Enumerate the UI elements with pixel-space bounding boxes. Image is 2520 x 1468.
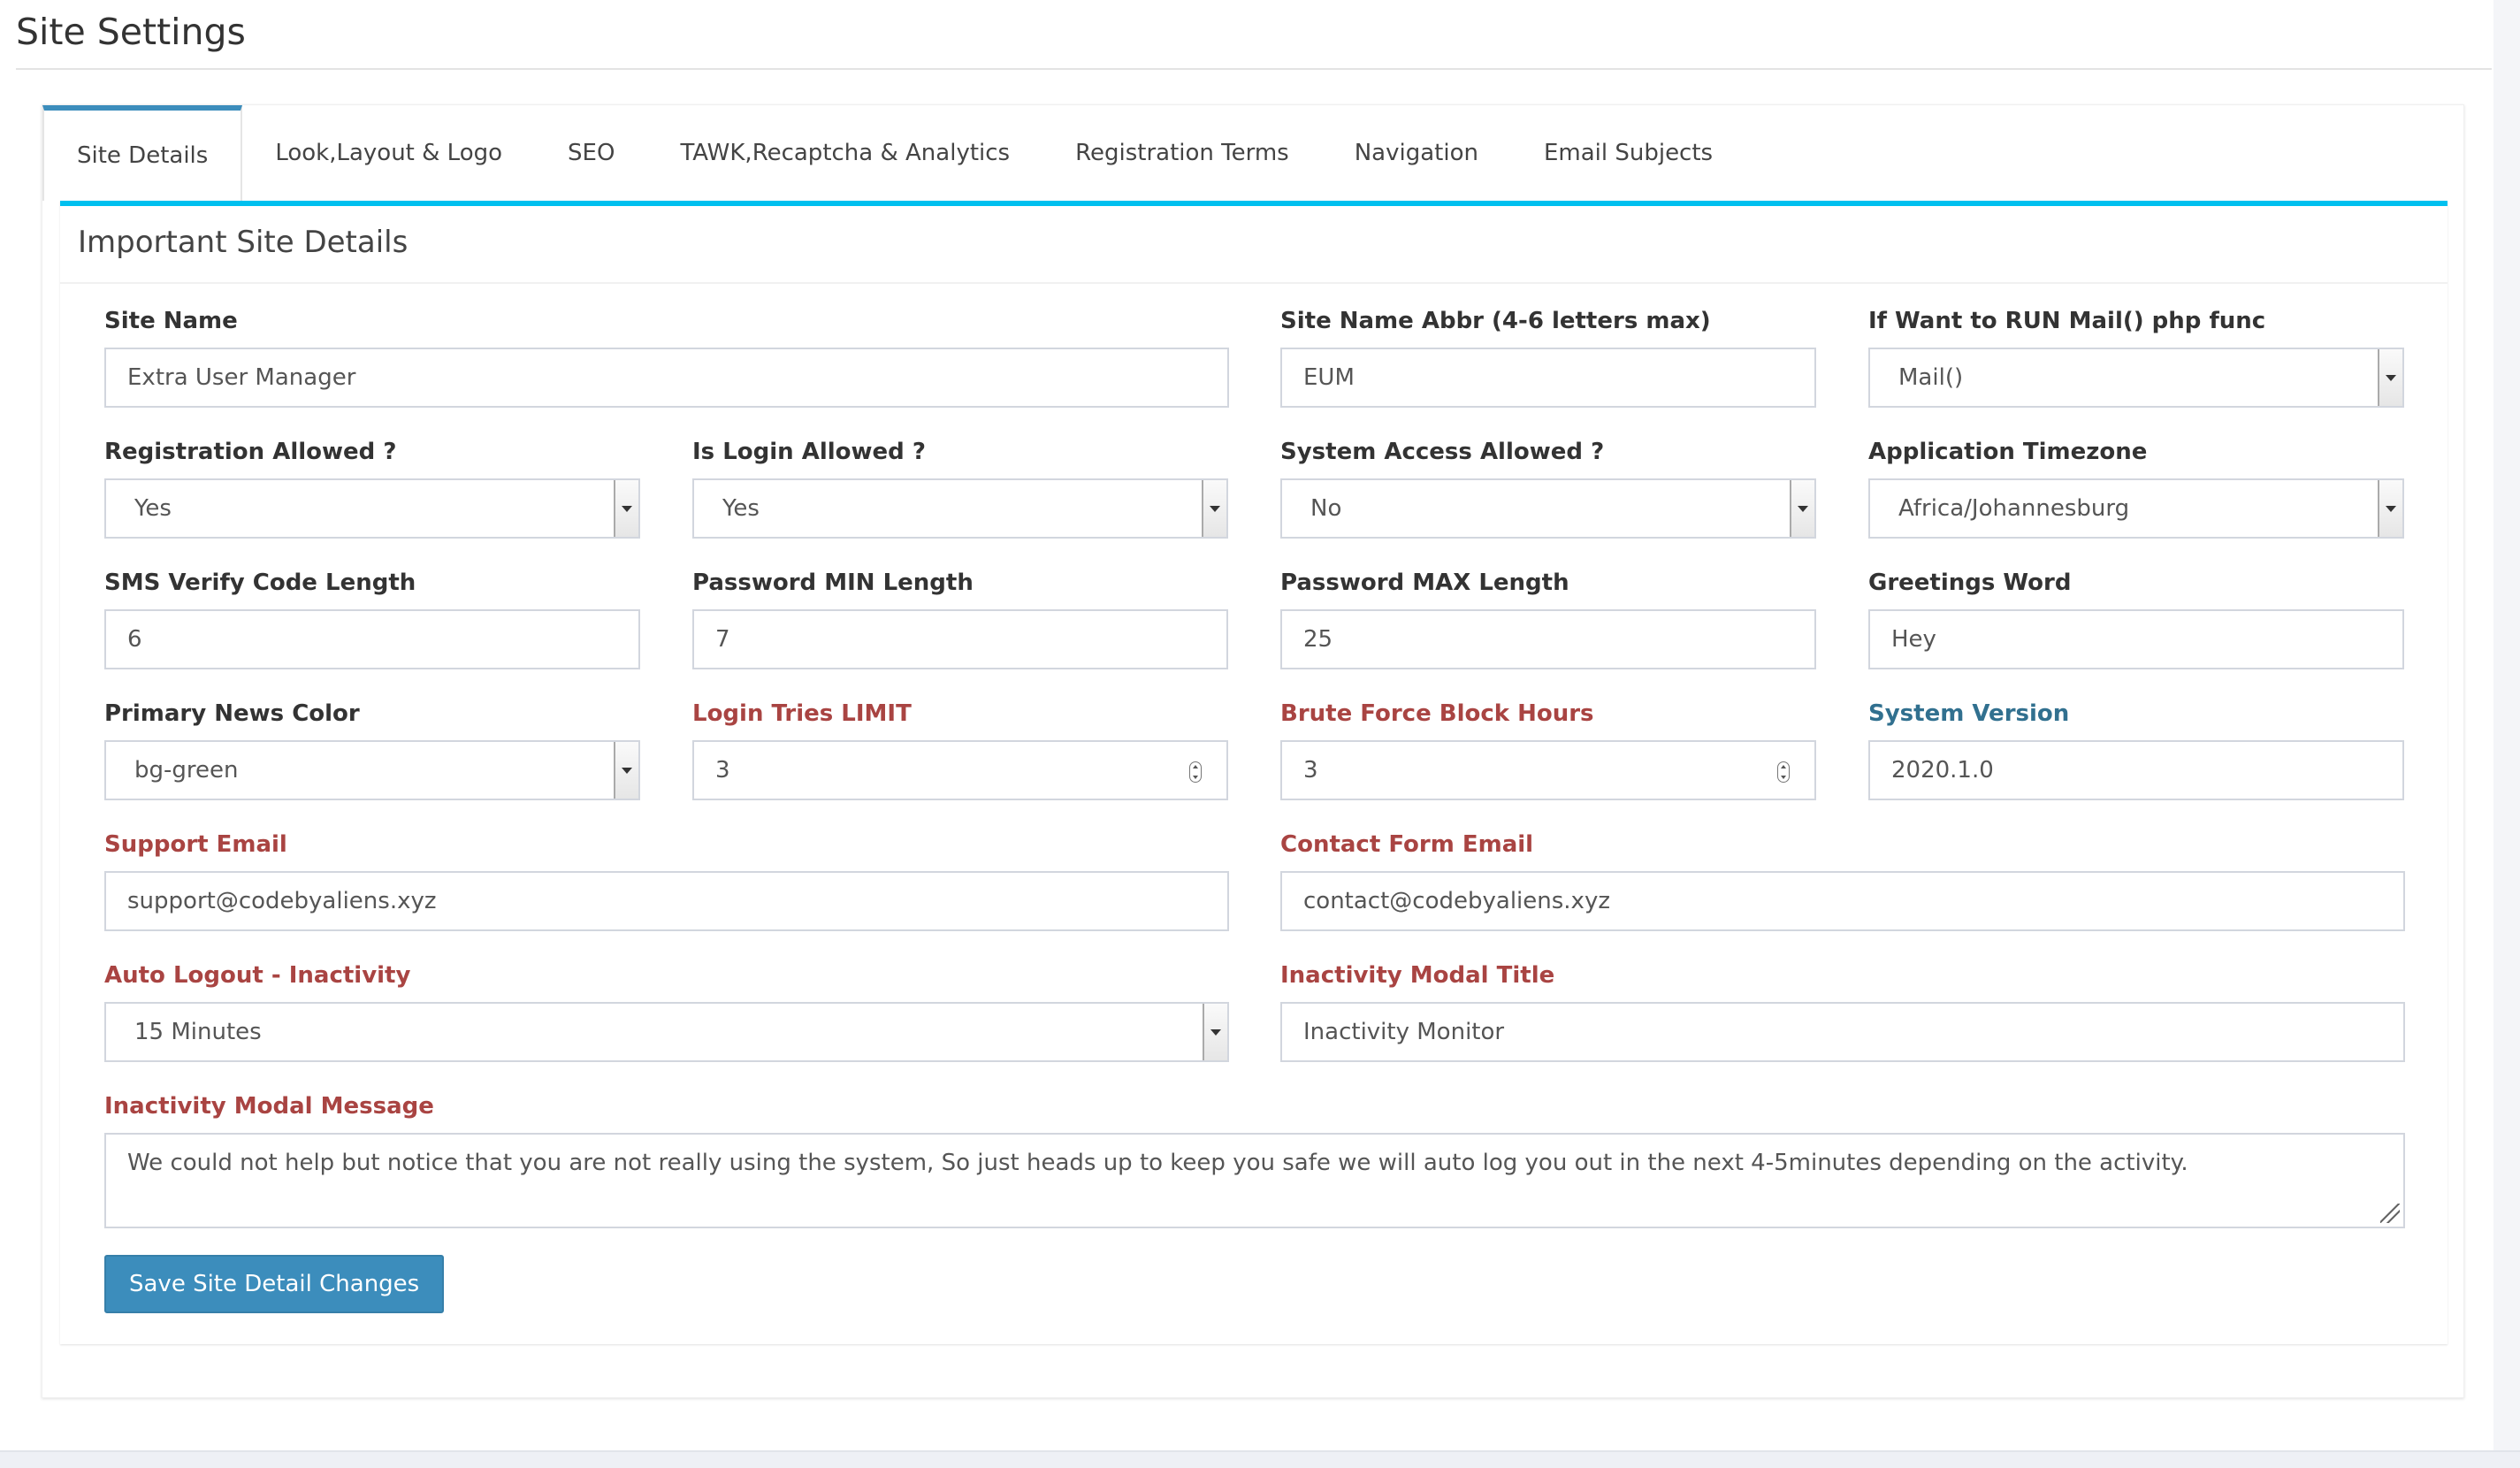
number-spinner-icon[interactable] bbox=[1777, 761, 1790, 783]
dropdown-arrow-icon[interactable] bbox=[1202, 480, 1226, 537]
settings-tab-card bbox=[42, 104, 2464, 1398]
scrollbar-track[interactable] bbox=[2493, 0, 2520, 1450]
auto-logout-select[interactable] bbox=[104, 1002, 1229, 1062]
tab-look-layout-logo[interactable]: Look,Layout & Logo bbox=[275, 140, 503, 166]
support-email-label: Support Email bbox=[104, 831, 287, 858]
tab-seo[interactable]: SEO bbox=[568, 140, 615, 166]
modal-message-textarea[interactable] bbox=[104, 1133, 2405, 1228]
system-access-select[interactable] bbox=[1280, 478, 1816, 539]
site-name-label: Site Name bbox=[104, 308, 238, 334]
news-color-value: bg-green bbox=[134, 757, 239, 784]
tab-registration-terms[interactable]: Registration Terms bbox=[1075, 140, 1289, 166]
header-divider bbox=[16, 68, 2492, 70]
modal-title-input[interactable]: Inactivity Monitor bbox=[1280, 1002, 2405, 1062]
password-min-input[interactable]: 7 bbox=[692, 609, 1228, 669]
site-name-input[interactable]: Extra User Manager bbox=[104, 348, 1229, 408]
brute-force-label: Brute Force Block Hours bbox=[1280, 700, 1594, 727]
password-max-input[interactable]: 25 bbox=[1280, 609, 1816, 669]
news-color-label: Primary News Color bbox=[104, 700, 360, 727]
dropdown-arrow-icon[interactable] bbox=[614, 742, 638, 799]
greetings-word-label: Greetings Word bbox=[1868, 570, 2072, 596]
settings-tabs bbox=[42, 105, 2463, 201]
greetings-word-input[interactable]: Hey bbox=[1868, 609, 2404, 669]
dropdown-arrow-icon[interactable] bbox=[2378, 480, 2402, 537]
contact-email-label: Contact Form Email bbox=[1280, 831, 1534, 858]
tab-tawk-recaptcha-analytics[interactable]: TAWK,Recaptcha & Analytics bbox=[680, 140, 1011, 166]
tab-navigation[interactable]: Navigation bbox=[1354, 140, 1478, 166]
brute-force-value: 3 bbox=[1303, 757, 1318, 784]
sms-code-length-label: SMS Verify Code Length bbox=[104, 570, 416, 596]
modal-message-label: Inactivity Modal Message bbox=[104, 1093, 434, 1120]
system-version-input[interactable]: 2020.1.0 bbox=[1868, 740, 2404, 800]
login-allowed-select[interactable] bbox=[692, 478, 1228, 539]
panel-header bbox=[60, 206, 2447, 284]
site-abbr-input[interactable]: EUM bbox=[1280, 348, 1816, 408]
login-tries-label: Login Tries LIMIT bbox=[692, 700, 912, 727]
system-version-label: System Version bbox=[1868, 700, 2070, 727]
modal-message-value: We could not help but notice that you are not really using the system, So just heads up to keep you safe we will auto log you out in the next 4-5minutes depending on the activity. bbox=[127, 1150, 2188, 1176]
tab-site-details[interactable]: Site Details bbox=[42, 105, 242, 201]
system-access-value: No bbox=[1310, 495, 1342, 522]
site-details-panel bbox=[60, 201, 2447, 1344]
login-allowed-label: Is Login Allowed ? bbox=[692, 439, 926, 465]
password-max-label: Password MAX Length bbox=[1280, 570, 1569, 596]
page-footer-strip bbox=[0, 1450, 2520, 1468]
modal-title-label: Inactivity Modal Title bbox=[1280, 962, 1555, 989]
login-tries-value: 3 bbox=[715, 757, 730, 784]
dropdown-arrow-icon[interactable] bbox=[1203, 1004, 1227, 1060]
password-min-label: Password MIN Length bbox=[692, 570, 974, 596]
page-title: Site Settings bbox=[16, 11, 246, 53]
auto-logout-label: Auto Logout - Inactivity bbox=[104, 962, 411, 989]
panel-title: Important Site Details bbox=[78, 225, 409, 260]
timezone-value: Africa/Johannesburg bbox=[1898, 495, 2130, 522]
resize-handle-icon[interactable] bbox=[2380, 1204, 2400, 1223]
timezone-label: Application Timezone bbox=[1868, 439, 2148, 465]
mail-func-select[interactable] bbox=[1868, 348, 2404, 408]
news-color-select[interactable] bbox=[104, 740, 640, 800]
dropdown-arrow-icon[interactable] bbox=[2378, 349, 2402, 406]
timezone-select[interactable] bbox=[1868, 478, 2404, 539]
brute-force-input[interactable] bbox=[1280, 740, 1816, 800]
support-email-input[interactable]: support@codebyaliens.xyz bbox=[104, 871, 1229, 931]
registration-allowed-select[interactable] bbox=[104, 478, 640, 539]
save-site-details-button[interactable]: Save Site Detail Changes bbox=[104, 1255, 444, 1313]
system-access-label: System Access Allowed ? bbox=[1280, 439, 1605, 465]
login-tries-input[interactable] bbox=[692, 740, 1228, 800]
mail-func-label: If Want to RUN Mail() php func bbox=[1868, 308, 2266, 334]
tab-email-subjects[interactable]: Email Subjects bbox=[1543, 140, 1714, 166]
login-allowed-value: Yes bbox=[722, 495, 760, 522]
page-header bbox=[0, 0, 2493, 69]
number-spinner-icon[interactable] bbox=[1189, 761, 1202, 783]
auto-logout-value: 15 Minutes bbox=[134, 1019, 262, 1045]
registration-allowed-label: Registration Allowed ? bbox=[104, 439, 397, 465]
site-abbr-label: Site Name Abbr (4-6 letters max) bbox=[1280, 308, 1711, 334]
mail-func-value: Mail() bbox=[1898, 364, 1964, 391]
dropdown-arrow-icon[interactable] bbox=[1790, 480, 1814, 537]
sms-code-length-input[interactable]: 6 bbox=[104, 609, 640, 669]
dropdown-arrow-icon[interactable] bbox=[614, 480, 638, 537]
registration-allowed-value: Yes bbox=[134, 495, 172, 522]
contact-email-input[interactable]: contact@codebyaliens.xyz bbox=[1280, 871, 2405, 931]
